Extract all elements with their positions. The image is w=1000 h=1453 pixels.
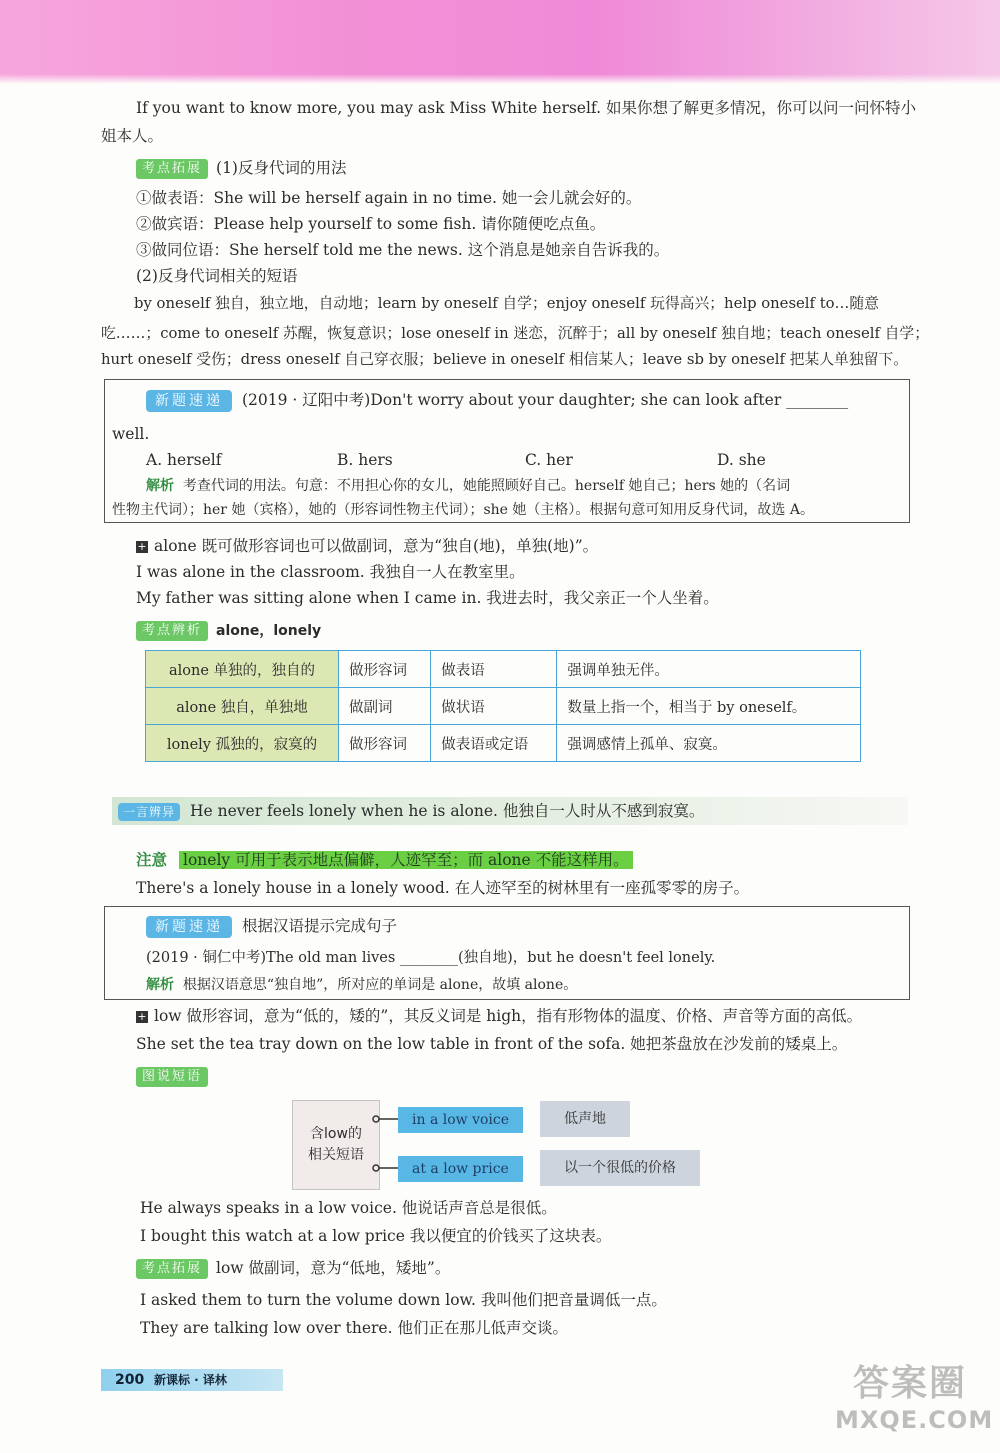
text-line: ①做表语：She will be herself again in no time. 她一会儿就会好的。 [136,189,642,207]
text-line: If you want to know more, you may ask Miss White herself. 如果你想了解更多情况，你可以问一问怀特小 [136,99,916,117]
text-line: 姐本人。 [101,127,164,145]
section-heading: 考点拓展 low 做副词，意为“低地，矮地”。 [136,1258,450,1279]
table-row: lonely 孤独的，寂寞的 做形容词 做表语或定语 强调感情上孤单、寂寞。 [146,725,861,762]
xinti-sudi-tag: 新题速递 [146,390,232,412]
mindmap-node: at a low price [398,1156,523,1182]
mindmap-translation: 低声地 [540,1101,630,1137]
header-decoration [0,0,1000,84]
point-alone: + alone 既可做形容词也可以做副词，意为“独自(地)，单独(地)”。 [137,537,599,555]
text-line: by oneself 独自，独立地，自动地；learn by oneself 自学；enjoy oneself 玩得高兴；help oneself to…随意 [134,295,879,312]
example-line: He always speaks in a low voice. 他说话声音总是很低。 [140,1199,557,1217]
example-line: My father was sitting alone when I came in. 我进去时，我父亲正一个人坐着。 [136,589,719,607]
comparison-table [145,650,861,762]
kaodian-tuozhan-tag: 考点拓展 [136,1259,208,1279]
quiz-title: 新题速递 根据汉语提示完成句子 [146,916,397,938]
quiz-question: 新题速递 (2019 · 辽阳中考)Don't worry about your daughter; she can look after ________ [146,390,848,412]
mindmap-translation: 以一个很低的价格 [540,1150,700,1186]
kaodian-tuozhan-tag: 考点拓展 [136,159,208,179]
section-heading: 考点辨析 alone，lonely [136,620,321,641]
analysis: 解析 根据汉语意思“独自地”，所对应的单词是 alone，故填 alone。 [146,977,578,993]
text-line: ③做同位语：She herself told me the news. 这个消息是她亲自告诉我的。 [136,241,670,259]
example-line: They are talking low over there. 他们正在那儿低声交谈。 [140,1319,568,1337]
quiz-question: (2019 · 铜仁中考)The old man lives ________(独自地)，but he doesn't feel lonely. [146,950,716,966]
example-line: I bought this watch at a low price 我以便宜的价钱买了这块表。 [140,1227,612,1245]
xinti-sudi-tag: 新题速递 [146,916,232,938]
example-line: There's a lonely house in a lonely wood. 在人迹罕至的树林里有一座孤零零的房子。 [136,879,750,897]
mindmap-node: in a low voice [398,1107,523,1133]
table-row: alone 独自，单独地 做副词 做状语 数量上指一个，相当于 by oneself。 [146,688,861,725]
section-heading [136,1066,216,1087]
text-line: 吃……；come to oneself 苏醒，恢复意识；lose oneself in 迷恋，沉醉于；all by oneself 独自地；teach oneself 自学； [101,325,930,342]
option-b: B. hers [337,451,393,469]
page-footer [101,1369,283,1391]
quiz-question-cont: well. [112,425,150,443]
example-line: I was alone in the classroom. 我独自一人在教室里。 [136,563,525,581]
table-row: alone 单独的，独自的 做形容词 做表语 强调单独无伴。 [146,651,861,688]
plus-icon: + [137,540,147,553]
page-number: 200 [115,1372,145,1388]
kaodian-bianxi-tag: 考点辨析 [136,621,208,641]
option-a: A. herself [146,451,222,469]
analysis-cont: 性物主代词）；her 她（宾格），她的（形容词性物主代词）；she 她（主格）。根据句意可知用反身代词，故选 A。 [112,502,814,518]
text-line: ②做宾语：Please help yourself to some fish. 请你随便吃点鱼。 [136,215,606,233]
example-line: I asked them to turn the volume down low. 我叫他们把音量调低一点。 [140,1291,667,1309]
yiyan-bianyi-tag: 一言辨异 [118,803,180,821]
banner-text: 一言辨异 He never feels lonely when he is alone. 他独自一人时从不感到寂寞。 [118,801,704,821]
watermark-logo: 答案圈 MXQE.COM [835,1363,994,1434]
plus-icon: + [137,1010,147,1023]
note-line: 注意 lonely 可用于表示地点偏僻，人迹罕至；而 alone 不能这样用。 [136,850,633,870]
analysis: 解析 考查代词的用法。句意：不用担心你的女儿，她能照顾好自己。herself 她自己；hers 她的（名词 [146,478,791,494]
point-low: + low 做形容词，意为“低的，矮的”，其反义词是 high，指有形物体的温度、价格、声音等方面的高低。 [137,1007,863,1025]
example-line: She set the tea tray down on the low table in front of the sofa. 她把茶盘放在沙发前的矮桌上。 [136,1035,848,1053]
text-line: hurt oneself 受伤；dress oneself 自己穿衣服；believe in oneself 相信某人；leave sb by oneself 把某人单独留下。 [101,351,909,368]
mindmap-center: 含low的 相关短语 [292,1100,380,1190]
series-name: 新课标 · 译林 [153,1373,227,1387]
text-line: (2)反身代词相关的短语 [136,267,298,285]
option-c: C. her [525,451,573,469]
option-d: D. she [717,451,766,469]
tushuo-duanyu-tag: 图说短语 [136,1067,208,1087]
section-heading: 考点拓展 (1)反身代词的用法 [136,158,346,179]
